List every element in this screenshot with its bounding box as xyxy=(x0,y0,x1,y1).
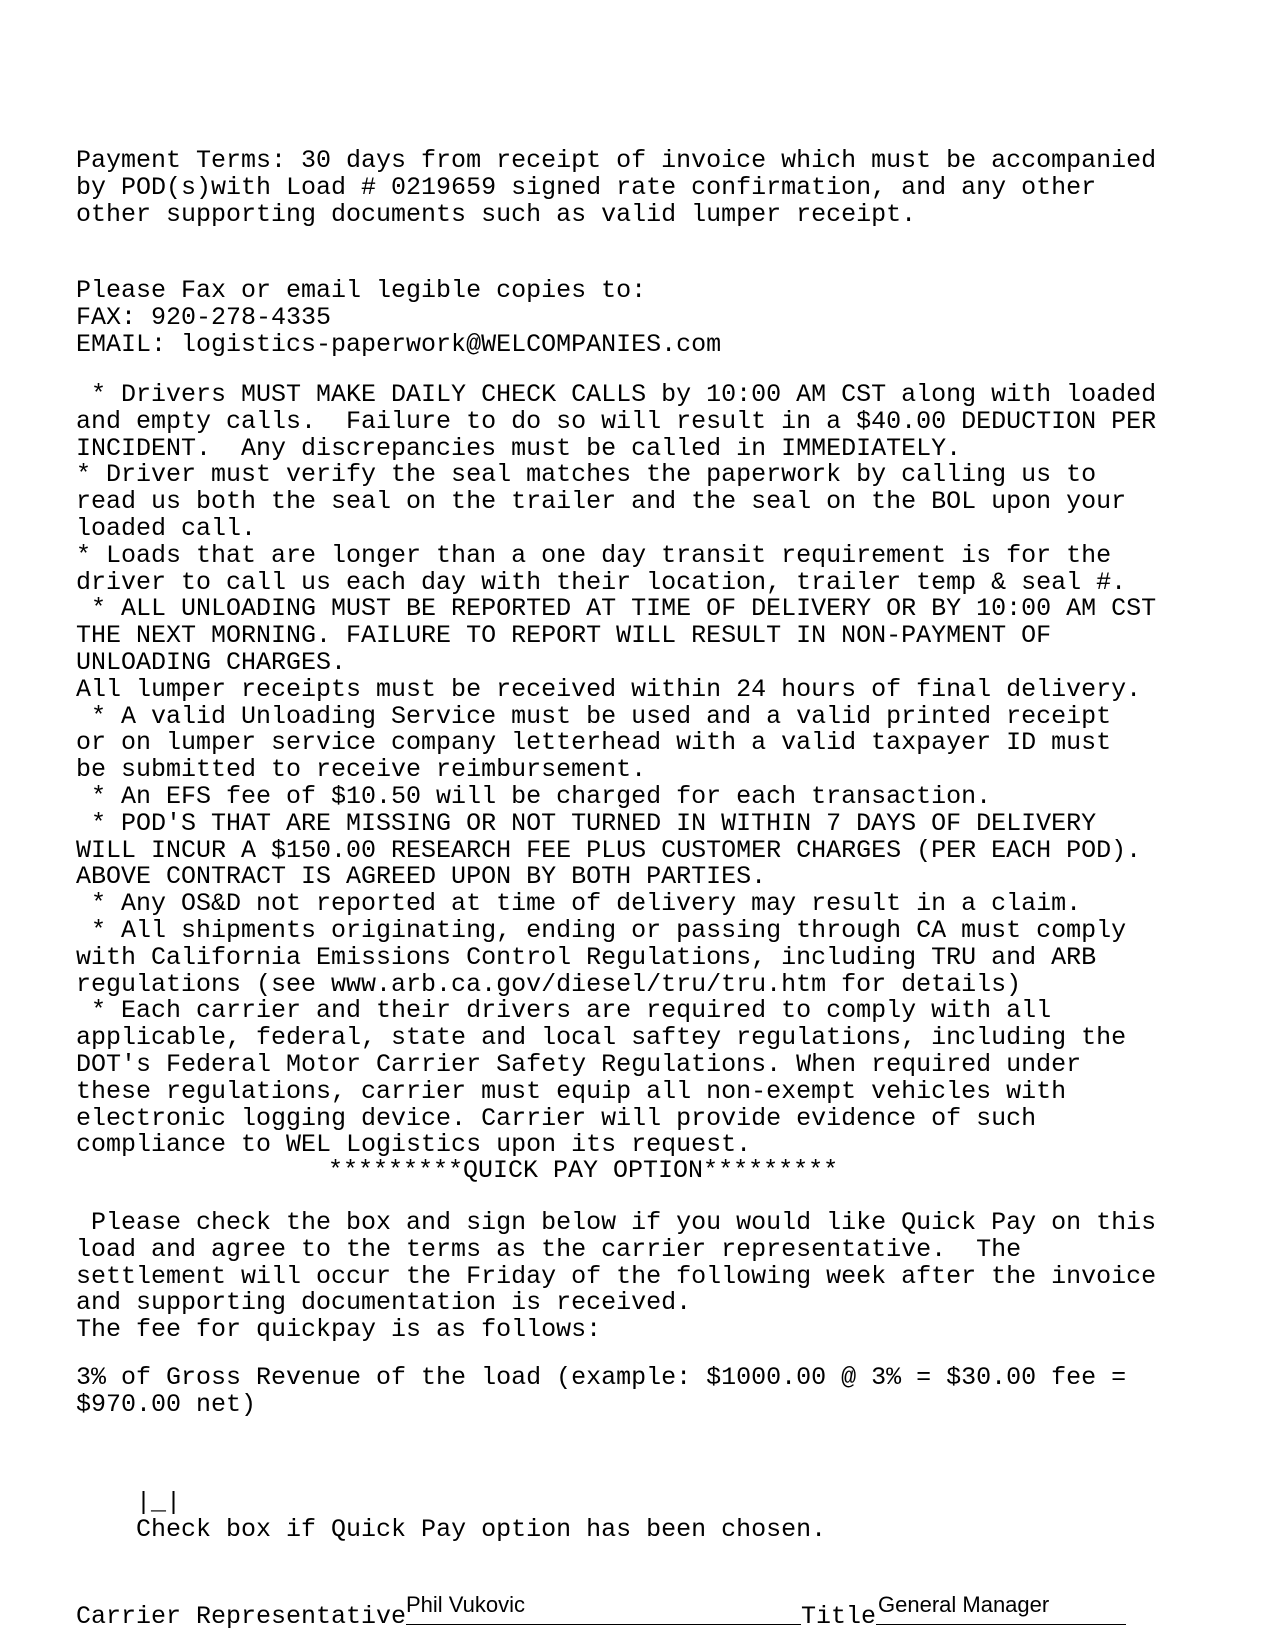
text-line: DOT's Federal Motor Carrier Safety Regulations. When required under xyxy=(76,1049,1082,1079)
text-line: other supporting documents such as valid lumper receipt. xyxy=(76,199,917,229)
text-line: * All shipments originating, ending or passing through CA must comply xyxy=(76,915,1127,945)
text-line: * POD'S THAT ARE MISSING OR NOT TURNED IN WITHIN 7 DAYS OF DELIVERY xyxy=(76,808,1097,838)
text-line: * An EFS fee of $10.50 will be charged for each transaction. xyxy=(76,781,992,811)
text-line: ABOVE CONTRACT IS AGREED UPON BY BOTH PARTIES. xyxy=(76,862,767,892)
text-line: * Driver must verify the seal matches the paperwork by calling us to xyxy=(76,460,1097,490)
quick-pay-checkbox-label: Check box if Quick Pay option has been chosen. xyxy=(136,1514,827,1544)
title-label: Title xyxy=(801,1602,877,1631)
quick-pay-description xyxy=(76,1210,1156,1344)
text-line: $970.00 net) xyxy=(76,1389,257,1419)
text-line: EMAIL: logistics-paperwork@WELCOMPANIES.com xyxy=(76,329,722,359)
carrier-representative-line[interactable] xyxy=(406,1624,801,1625)
text-line: settlement will occur the Friday of the following week after the invoice xyxy=(76,1261,1157,1291)
payment-terms xyxy=(76,148,1156,228)
text-line: INCIDENT. Any discrepancies must be called in IMMEDIATELY. xyxy=(76,433,962,463)
text-line: with California Emissions Control Regulations, including TRU and ARB xyxy=(76,942,1097,972)
carrier-representative-label: Carrier Representative xyxy=(76,1602,407,1631)
text-line: * A valid Unloading Service must be used and a valid printed receipt xyxy=(76,701,1112,731)
text-line: All lumper receipts must be received within 24 hours of final delivery. xyxy=(76,674,1142,704)
quick-pay-heading: *********QUICK PAY OPTION********* xyxy=(328,1156,839,1185)
text-line: load and agree to the terms as the carrier representative. The xyxy=(76,1234,1022,1264)
text-line: UNLOADING CHARGES. xyxy=(76,647,347,677)
text-line: by POD(s)with Load # 0219659 signed rate confirmation, and any other xyxy=(76,172,1097,202)
text-line: 3% of Gross Revenue of the load (example: $1000.00 @ 3% = $30.00 fee = xyxy=(76,1363,1127,1392)
text-line: and empty calls. Failure to do so will result in a $40.00 DEDUCTION PER xyxy=(76,406,1157,436)
text-line: * Any OS&D not reported at time of delivery may result in a claim. xyxy=(76,889,1082,919)
text-line: electronic logging device. Carrier will provide evidence of such xyxy=(76,1103,1037,1133)
text-line: driver to call us each day with their location, trailer temp & seal #. xyxy=(76,567,1127,597)
text-line: * Each carrier and their drivers are required to comply with all xyxy=(76,996,1052,1026)
text-line: Payment Terms: 30 days from receipt of invoice which must be accompanied xyxy=(76,146,1157,175)
text-line: be submitted to receive reimbursement. xyxy=(76,755,647,785)
text-line: * ALL UNLOADING MUST BE REPORTED AT TIME OF DELIVERY OR BY 10:00 AM CST xyxy=(76,594,1157,624)
title-line[interactable] xyxy=(876,1624,1126,1625)
signature-row xyxy=(76,1592,1196,1631)
text-line: The fee for quickpay is as follows: xyxy=(76,1315,602,1345)
quick-pay-fee-example xyxy=(76,1365,1126,1419)
text-line: * Drivers MUST MAKE DAILY CHECK CALLS by 10:00 AM CST along with loaded xyxy=(76,380,1157,409)
text-line: Please Fax or email legible copies to: xyxy=(76,276,647,305)
title-value[interactable]: General Manager xyxy=(878,1592,1050,1617)
text-line: or on lumper service company letterhead with a valid taxpayer ID must xyxy=(76,728,1112,758)
text-line: FAX: 920-278-4335 xyxy=(76,302,332,332)
text-line: WILL INCUR A $150.00 RESEARCH FEE PLUS CUSTOMER CHARGES (PER EACH POD). xyxy=(76,835,1142,865)
quick-pay-checkbox[interactable]: |_| xyxy=(136,1487,182,1517)
text-line: compliance to WEL Logistics upon its request. xyxy=(76,1130,752,1160)
text-line: applicable, federal, state and local saftey regulations, including the xyxy=(76,1023,1127,1053)
text-line: Please check the box and sign below if you would like Quick Pay on this xyxy=(76,1208,1157,1237)
text-line: these regulations, carrier must equip all non-exempt vehicles with xyxy=(76,1076,1067,1106)
text-line: loaded call. xyxy=(76,513,257,543)
carrier-representative-name[interactable]: Phil Vukovic xyxy=(406,1592,526,1617)
text-line: * Loads that are longer than a one day transit requirement is for the xyxy=(76,540,1112,570)
quick-pay-checkbox-row[interactable] xyxy=(76,1463,826,1570)
contact-info xyxy=(76,278,721,358)
text-line: and supporting documentation is received. xyxy=(76,1288,692,1318)
text-line: regulations (see www.arb.ca.gov/diesel/tru/tru.htm for details) xyxy=(76,969,1022,999)
text-line: THE NEXT MORNING. FAILURE TO REPORT WILL RESULT IN NON-PAYMENT OF xyxy=(76,621,1052,651)
text-line: read us both the seal on the trailer and the seal on the BOL upon your xyxy=(76,487,1127,517)
carrier-requirements xyxy=(76,382,1156,1159)
